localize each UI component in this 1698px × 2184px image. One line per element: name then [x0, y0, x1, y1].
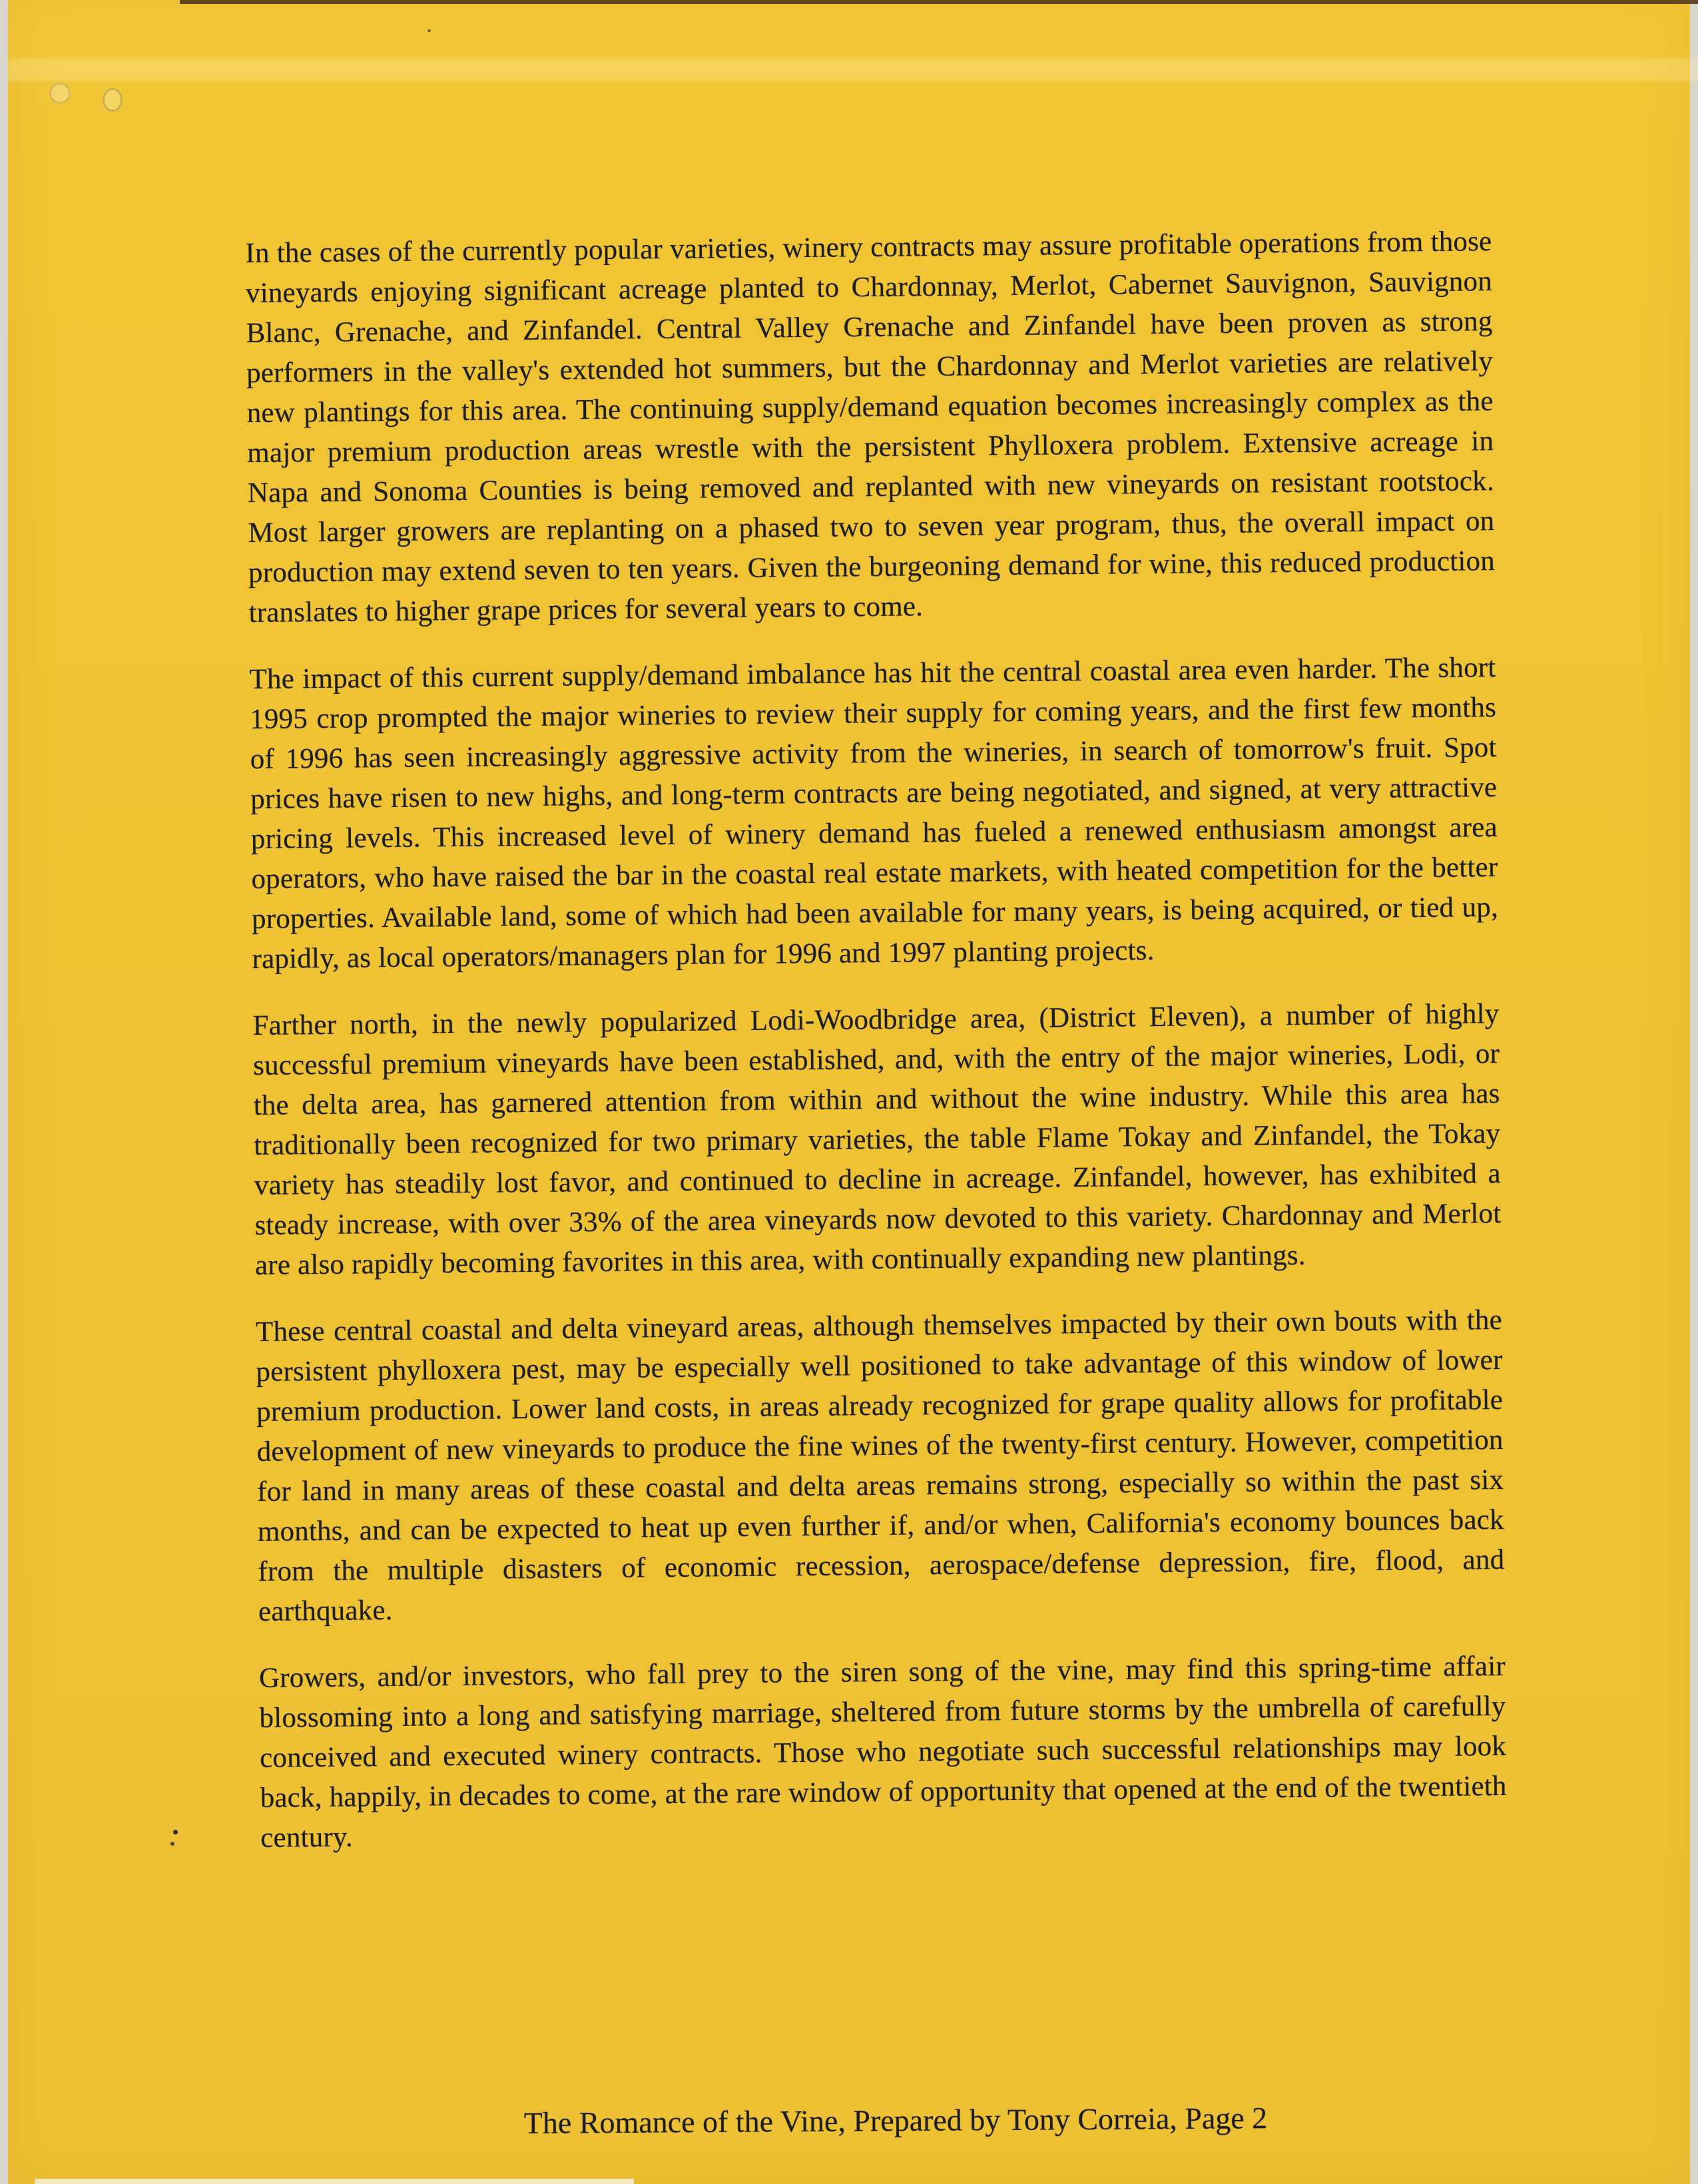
paper-blemish — [103, 88, 123, 112]
scan-top-edge — [180, 0, 1698, 4]
paper-speck — [427, 29, 431, 32]
paragraph-2: The impact of this current supply/demand imbalance has hit the central coastal area even harder. The short 1995 crop prompted the major wineries to review their supply for coming years, and the first few months of 1996 has seen increasingly aggressive activity from the wineries, in search of tomorrow's fruit. Spot prices have risen to new highs, and long-term contracts are being negotiated, and signed, at very attractive pricing levels. This increased level of winery demand has fueled a renewed enthusiasm amongst area operators, who have raised the bar in the coastal real estate markets, with heated competition for the better properties. Available land, some of which had been available for many years, is being acquired, or tied up, rapidly, as local operators/managers plan for 1996 and 1997 planting projects. — [249, 652, 1499, 975]
paragraph-3: Farther north, in the newly popularized Lodi-Woodbridge area, (District Eleven), a number of highly successful premium vineyards have been established, and, with the entry of the major wineries, Lodi, or the delta area, has garnered attention from within and without the wine industry. While this area has traditionally been recognized for two primary varieties, the table Flame Tokay and Zinfandel, the Tokay variety has steadily lost favor, and continued to decline in acreage. Zinfandel, however, has exhibited a steady increase, with over 33% of the area vineyards now devoted to this variety. Chardonnay and Merlot are also rapidly becoming favorites in this area, with continually expanding new plantings. — [252, 998, 1502, 1281]
scan-bottom-edge — [35, 2179, 634, 2184]
paragraph-4: These central coastal and delta vineyard areas, although themselves impacted by their own bouts with the persistent phylloxera pest, may be especially well positioned to take advantage of this window of lower premium production. Lower land costs, in areas already recognized for grape quality allows for profitable development of new vineyards to produce the fine wines of the twenty-first century. However, competition for land in many areas of these coastal and delta areas remains strong, especially so within the past six months, and can be expected to heat up even further if, and/or when, California's economy bounces back from the multiple disasters of economic recession, aerospace/defense depression, fire, flood, and earthquake. — [255, 1304, 1505, 1627]
page-footer: The Romance of the Vine, Prepared by Tony Correia, Page 2 — [523, 2101, 1268, 2140]
ink-dot — [173, 1830, 178, 1834]
ink-dot — [170, 1842, 174, 1846]
paper-blemish — [49, 83, 71, 104]
paragraph-1: In the cases of the currently popular varieties, winery contracts may assure profitable operations from those vineyards enjoying significant acreage planted to Chardonnay, Merlot, Cabernet Sauvignon, Sauvignon Blanc, Grenache, and Zinfandel. Central Valley Grenache and Zinfandel have been proven as strong performers in the valley's extended hot summers, but the Chardonnay and Merlot varieties are relatively new plantings for this area. The continuing supply/demand equation becomes increasingly complex as the major premium production areas wrestle with the persistent Phylloxera problem. Extensive acreage in Napa and Sonoma Counties is being removed and replanted with new vineyards on resistant rootstock. Most larger growers are replanting on a phased two to seven year program, thus, the overall impact on production may extend seven to ten years. Given the burgeoning demand for wine, this reduced production translates to higher grape prices for several years to come. — [245, 226, 1496, 629]
paragraph-5: Growers, and/or investors, who fall prey to the siren song of the vine, may find this spring-time affair blossoming into a long and satisfying marriage, sheltered from future storms by the umbrella of carefully conceived and executed winery contracts. Those who negotiate such successful relationships may look back, happily, in decades to come, at the rare window of opportunity that opened at the end of the twentieth century. — [258, 1650, 1507, 1854]
document-page — [8, 0, 1690, 2184]
page-body — [245, 222, 1508, 1885]
scan-light-band — [8, 59, 1698, 81]
